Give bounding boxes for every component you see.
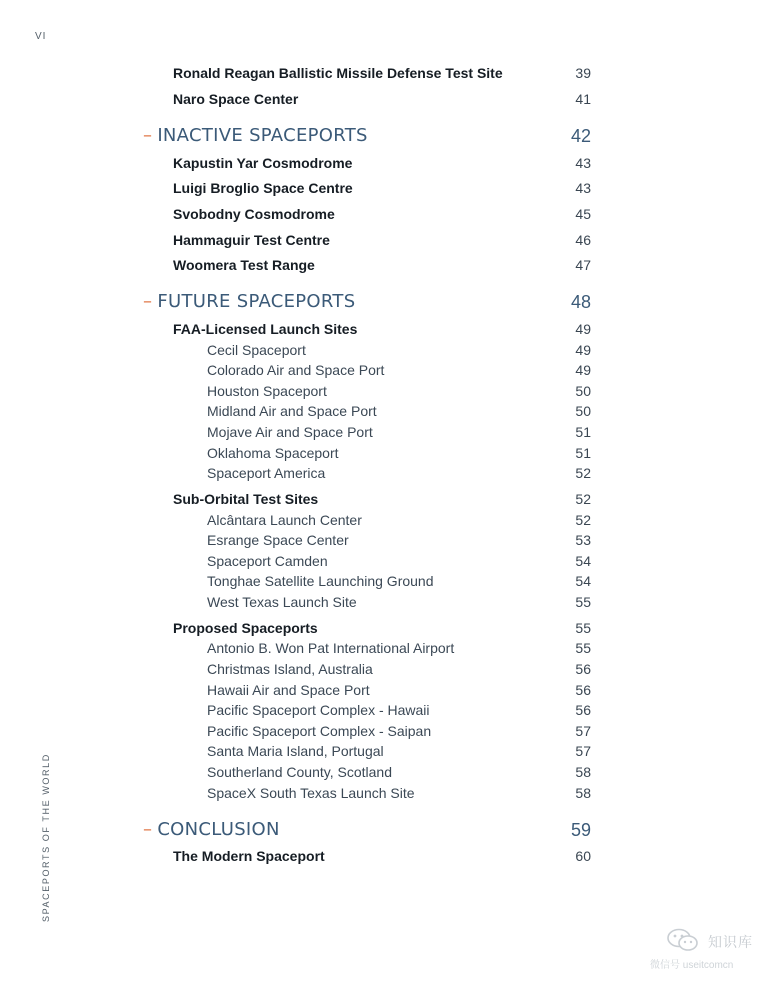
toc-entry[interactable]	[0, 618, 765, 638]
toc-subentry[interactable]	[0, 360, 765, 380]
toc-subentry[interactable]	[0, 592, 765, 612]
toc-subentry[interactable]	[0, 340, 765, 360]
toc-subentry[interactable]	[0, 721, 765, 741]
toc-entry[interactable]	[0, 89, 765, 109]
toc-subentry[interactable]	[0, 422, 765, 442]
toc-subentry[interactable]	[0, 510, 765, 530]
toc-page-number: 53	[575, 532, 591, 548]
toc-section[interactable]	[0, 289, 765, 315]
toc-entry[interactable]	[0, 204, 765, 224]
toc-entry[interactable]	[0, 489, 765, 509]
watermark-account: 微信号 useitcomcn	[650, 960, 734, 971]
watermark	[648, 928, 758, 972]
toc-subentry[interactable]	[0, 659, 765, 679]
toc-entry-title: FAA-Licensed Launch Sites	[173, 321, 358, 337]
toc-page-number: 57	[575, 723, 591, 739]
toc-entry-title: Southerland County, Scotland	[207, 764, 392, 780]
toc-entry[interactable]	[0, 319, 765, 339]
toc-page-number: 52	[575, 491, 591, 507]
toc-entry-title: Tonghae Satellite Launching Ground	[207, 573, 434, 589]
toc-entry-title: Woomera Test Range	[173, 257, 315, 273]
toc-subentry[interactable]	[0, 762, 765, 782]
toc-page-number: 52	[575, 465, 591, 481]
toc-page-number: 50	[575, 403, 591, 419]
toc-subentry[interactable]	[0, 571, 765, 591]
watermark-name: 知识库	[708, 934, 753, 950]
toc-page-number: 55	[575, 620, 591, 636]
toc-page-number: 56	[575, 682, 591, 698]
toc-page-number: 49	[575, 362, 591, 378]
toc-entry-title: Hawaii Air and Space Port	[207, 682, 370, 698]
toc-entry-title: Hammaguir Test Centre	[173, 232, 330, 248]
section-dash: –	[143, 291, 153, 312]
toc-section-title	[143, 123, 368, 149]
toc-subentry[interactable]	[0, 680, 765, 700]
toc-page-number: 58	[575, 764, 591, 780]
toc-entry[interactable]	[0, 153, 765, 173]
toc-entry-title: Midland Air and Space Port	[207, 403, 377, 419]
toc-subentry[interactable]	[0, 381, 765, 401]
toc-page-number: 48	[570, 292, 591, 312]
toc-entry-title: West Texas Launch Site	[207, 594, 357, 610]
toc-entry-title: Cecil Spaceport	[207, 342, 306, 358]
wechat-icon	[666, 928, 700, 955]
toc-page-number: 43	[575, 180, 591, 196]
toc-page-number: 50	[575, 383, 591, 399]
toc-entry[interactable]	[0, 230, 765, 250]
toc-entry-title: Proposed Spaceports	[173, 620, 318, 636]
toc-entry-title: Ronald Reagan Ballistic Missile Defense Test Site	[173, 65, 503, 81]
toc-page-number: 57	[575, 743, 591, 759]
toc-page-number: 49	[575, 342, 591, 358]
toc-subentry[interactable]	[0, 551, 765, 571]
section-title-text: INACTIVE SPACEPORTS	[157, 125, 368, 146]
toc-subentry[interactable]	[0, 463, 765, 483]
toc-entry-title: Kapustin Yar Cosmodrome	[173, 155, 353, 171]
toc-page-number: 45	[575, 206, 591, 222]
toc-entry-title: Colorado Air and Space Port	[207, 362, 385, 378]
toc-entry-title: Naro Space Center	[173, 91, 299, 107]
toc-entry-title: Svobodny Cosmodrome	[173, 206, 335, 222]
toc-entry[interactable]	[0, 178, 765, 198]
toc-page-number: 52	[575, 512, 591, 528]
toc-entry-title: Pacific Spaceport Complex - Saipan	[207, 723, 432, 739]
toc-page-number: 60	[575, 848, 591, 864]
toc-entry-title: Spaceport Camden	[207, 553, 328, 569]
toc-entry-title: Pacific Spaceport Complex - Hawaii	[207, 702, 430, 718]
toc-entry-title: Esrange Space Center	[207, 532, 349, 548]
toc-subentry[interactable]	[0, 783, 765, 803]
toc-entry-title: Santa Maria Island, Portugal	[207, 743, 384, 759]
toc-entry-title: Antonio B. Won Pat International Airport	[207, 640, 455, 656]
section-dash: –	[143, 125, 153, 146]
toc-entry-title: Sub-Orbital Test Sites	[173, 491, 319, 507]
toc-page-number: 55	[575, 640, 591, 656]
toc-subentry[interactable]	[0, 401, 765, 421]
section-title-text: CONCLUSION	[157, 819, 280, 840]
toc-entry-title: Oklahoma Spaceport	[207, 445, 339, 461]
toc-page-number: 51	[575, 424, 591, 440]
toc-subentry[interactable]	[0, 741, 765, 761]
running-title: SPACEPORTS OF THE WORLD	[41, 753, 51, 922]
toc-subentry[interactable]	[0, 700, 765, 720]
toc-section-title	[143, 817, 280, 843]
toc-page-number: 51	[575, 445, 591, 461]
toc-entry[interactable]	[0, 846, 765, 866]
toc-entry-title: The Modern Spaceport	[173, 848, 325, 864]
page-number: VI	[35, 31, 47, 42]
toc-page-number: 39	[575, 65, 591, 81]
toc-page-number: 42	[570, 126, 591, 146]
toc-page-number: 59	[570, 820, 591, 840]
toc-subentry[interactable]	[0, 443, 765, 463]
toc-page-number: 41	[575, 91, 591, 107]
toc-page-number: 54	[575, 573, 591, 589]
section-title-text: FUTURE SPACEPORTS	[157, 291, 356, 312]
toc-entry-title: SpaceX South Texas Launch Site	[207, 785, 415, 801]
toc-page-number: 46	[575, 232, 591, 248]
toc-entry-title: Alcântara Launch Center	[207, 512, 362, 528]
toc-entry-title: Christmas Island, Australia	[207, 661, 373, 677]
toc-entry-title: Luigi Broglio Space Centre	[173, 180, 353, 196]
toc-page-number: 54	[575, 553, 591, 569]
toc-page-number: 49	[575, 321, 591, 337]
toc-subentry[interactable]	[0, 638, 765, 658]
toc-section[interactable]	[0, 817, 765, 843]
toc-entry[interactable]	[0, 255, 765, 275]
toc-subentry[interactable]	[0, 530, 765, 550]
toc-page-number: 47	[575, 257, 591, 273]
toc-entry-title: Spaceport America	[207, 465, 326, 481]
toc-page-number: 43	[575, 155, 591, 171]
toc-section-title	[143, 289, 355, 315]
section-dash: –	[143, 819, 153, 840]
toc-entry-title: Mojave Air and Space Port	[207, 424, 373, 440]
toc-page-number: 55	[575, 594, 591, 610]
toc-page-number: 56	[575, 702, 591, 718]
toc-entry[interactable]	[0, 63, 765, 83]
toc-page-number: 56	[575, 661, 591, 677]
toc-page-number: 58	[575, 785, 591, 801]
toc-entry-title: Houston Spaceport	[207, 383, 327, 399]
toc-section[interactable]	[0, 123, 765, 149]
